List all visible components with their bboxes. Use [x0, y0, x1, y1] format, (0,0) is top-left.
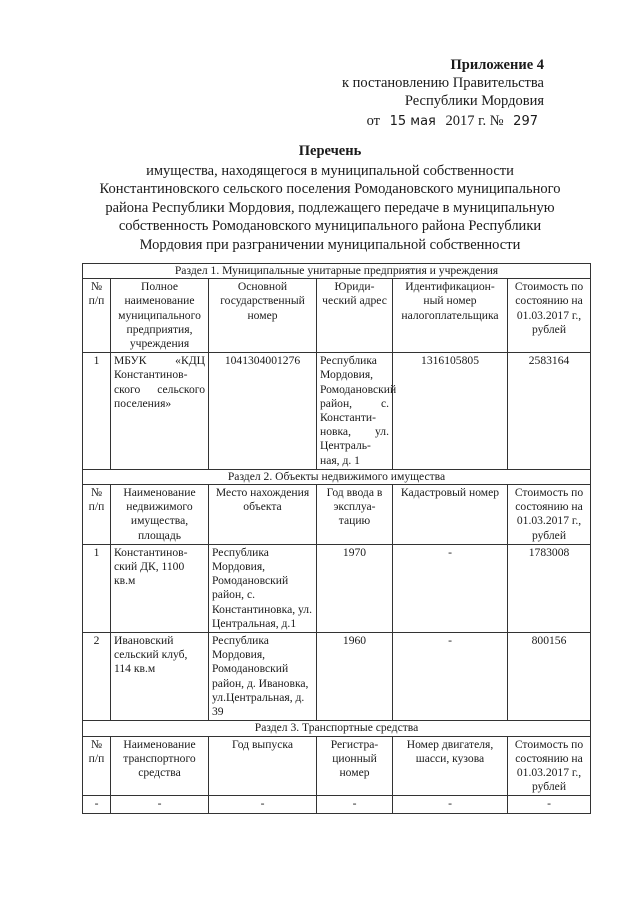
s3-header-cost: Стоимость по состоянию на 01.03.2017 г., рублей [508, 736, 591, 796]
section-3-title: Раздел 3. Транспортные средства [83, 721, 591, 736]
s1-row-name: МБУК «КДЦ Константинов-ского сельского поселения» [111, 353, 209, 470]
section-2-title-row [83, 469, 591, 484]
s2-row2-year: 1960 [317, 633, 393, 721]
section-1-title-row [83, 264, 591, 279]
section-2-header-row [83, 485, 591, 545]
s1-row-inn: 1316105805 [393, 353, 508, 470]
s2-header-location: Место нахождения объекта [209, 485, 317, 545]
appendix-title: Приложение 4 [450, 57, 544, 73]
s2-row1-cost: 1783008 [508, 544, 591, 632]
s3-header-name: Наименование транспортного средства [111, 736, 209, 796]
s1-header-cost: Стоимость по состоянию на 01.03.2017 г., рублей [508, 279, 591, 353]
s2-header-num: № п/п [83, 485, 111, 545]
s2-row2-name: Ивановский сельский клуб, 114 кв.м [111, 633, 209, 721]
table-row [83, 544, 591, 632]
s1-row-cost: 2583164 [508, 353, 591, 470]
s2-row1-location: Республика Мордовия, Ромодановский район, с. Константиновка, ул. Центральная, д.1 [209, 544, 317, 632]
s3-row-reg: - [317, 796, 393, 813]
appendix-line-2: Республики Мордовия [404, 93, 544, 109]
s1-header-num: № п/п [83, 279, 111, 353]
section-2-title: Раздел 2. Объекты недвижимого имущества [83, 469, 591, 484]
s3-row-engine: - [393, 796, 508, 813]
property-table [82, 263, 591, 814]
s2-row2-num: 2 [83, 633, 111, 721]
section-1-title: Раздел 1. Муниципальные унитарные предприятия и учреждения [83, 264, 591, 279]
s1-row-ogrn: 1041304001276 [209, 353, 317, 470]
s2-row2-location: Республика Мордовия, Ромодановский район, д. Ивановка, ул.Центральная, д. 39 [209, 633, 317, 721]
s3-row-name: - [111, 796, 209, 813]
s2-row1-year: 1970 [317, 544, 393, 632]
heading-line-5: Мордовия при разграничении муниципальной собственности [139, 236, 521, 253]
heading-line-4: собственность Ромодановского муниципального района Республики [118, 218, 542, 234]
heading-line-1: имущества, находящегося в муниципальной собственности [146, 162, 514, 179]
s3-row-year: - [209, 796, 317, 813]
appendix-block [342, 56, 544, 131]
s3-header-reg: Регистра-ционный номер [317, 736, 393, 796]
section-3-title-row [83, 721, 591, 736]
heading-line-3: района Республики Мордовия, подлежащего передаче в муниципальную [105, 199, 555, 216]
table-row [83, 796, 591, 813]
section-1-header-row [83, 279, 591, 353]
s3-header-num: № п/п [83, 736, 111, 796]
s2-header-name: Наименование недвижимого имущества, площадь [111, 485, 209, 545]
s1-row-address: Республика Мордовия, Ромодановский район, с. Константи-новка, ул. Централь-ная, д. 1 [317, 353, 393, 470]
appendix-number: 297 [513, 114, 538, 129]
s2-row2-cadastral: - [393, 633, 508, 721]
appendix-line-1: к постановлению Правительства [342, 75, 544, 91]
table-row [83, 633, 591, 721]
s2-row1-name: Константинов-ский ДК, 1100 кв.м [111, 544, 209, 632]
s1-header-inn: Идентификацион-ный номер налогоплательщика [393, 279, 508, 353]
s3-row-num: - [83, 796, 111, 813]
heading-title: Перечень [298, 143, 362, 159]
document-heading [60, 142, 600, 254]
s2-header-year: Год ввода в эксплуа-тацию [317, 485, 393, 545]
appendix-from: от [366, 113, 380, 129]
s1-header-name: Полное наименование муниципального предприятия, учреждения [111, 279, 209, 353]
s3-header-year: Год выпуска [209, 736, 317, 796]
s2-header-cost: Стоимость по состоянию на 01.03.2017 г., рублей [508, 485, 591, 545]
appendix-date-line [342, 112, 544, 131]
s3-row-cost: - [508, 796, 591, 813]
s1-header-address: Юриди-ческий адрес [317, 279, 393, 353]
s2-row1-cadastral: - [393, 544, 508, 632]
s1-row-num: 1 [83, 353, 111, 470]
s2-row2-cost: 800156 [508, 633, 591, 721]
s2-row1-num: 1 [83, 544, 111, 632]
table-row [83, 353, 591, 470]
s1-header-ogrn: Основной государственный номер [209, 279, 317, 353]
s2-header-cadastral: Кадастровый номер [393, 485, 508, 545]
section-3-header-row [83, 736, 591, 796]
s3-header-engine: Номер двигателя, шасси, кузова [393, 736, 508, 796]
appendix-year-no: 2017 г. № [445, 113, 504, 129]
appendix-date: 15 мая [389, 114, 436, 129]
heading-line-2: Константиновского сельского поселения Ромодановского муниципального [99, 181, 561, 197]
